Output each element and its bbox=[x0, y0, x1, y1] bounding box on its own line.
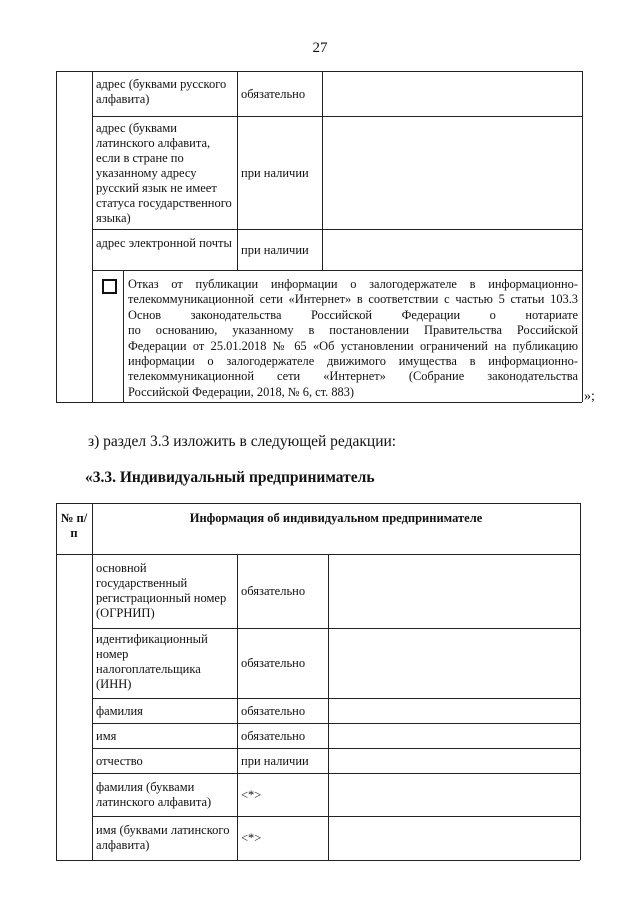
table-cell-label: фамилия bbox=[96, 703, 143, 718]
page-number: 27 bbox=[312, 40, 328, 56]
closing-quote: »; bbox=[584, 389, 595, 404]
refusal-line: Федерации от 25.01.2018 № 65 «Об установлении ограничений на публикацию bbox=[128, 338, 578, 353]
refusal-notice bbox=[128, 277, 578, 400]
refusal-line: Отказ от публикации информации о залогодержателе в информационно- bbox=[128, 277, 578, 291]
refusal-line: информации о залогодержателе движимого имущества в информационно- bbox=[128, 354, 578, 369]
table-cell-requirement: обязательно bbox=[241, 703, 306, 718]
table-cell-requirement: при наличии bbox=[241, 242, 309, 257]
refusal-checkbox[interactable] bbox=[102, 279, 117, 294]
table-cell-label: идентификационный номер налогоплательщика (ИНН) bbox=[96, 632, 208, 691]
table-cell-label: фамилия (буквами латинского алфавита) bbox=[96, 780, 212, 809]
column-header-number: № п/п bbox=[60, 511, 88, 540]
table-cell-requirement: <*> bbox=[241, 787, 262, 802]
refusal-line: Основ законодательства Российской Федерации о нотариате bbox=[128, 307, 578, 322]
table-cell-label: адрес (буквами латинского алфавита, если в стране по указанному адресу русский язык не имеет статуса государственного языка) bbox=[96, 121, 232, 225]
table-cell-requirement: <*> bbox=[241, 831, 262, 845]
refusal-line: телекоммуникационной сети «Интернет» в соответствии с частью 5 статьи 103.3 bbox=[128, 292, 578, 307]
table-cell-label: адрес электронной почты bbox=[96, 236, 232, 250]
amendment-paragraph: з) раздел 3.3 изложить в следующей редакции: bbox=[88, 433, 397, 450]
refusal-line: телекоммуникационной сети «Интернет» (Собрание законодательства bbox=[128, 369, 578, 384]
column-header-info: Информация об индивидуальном предпринимателе bbox=[189, 511, 483, 525]
table-cell-requirement: обязательно bbox=[241, 86, 306, 101]
table-cell-label: основной государственный регистрационный номер (ОГРНИП) bbox=[96, 561, 227, 620]
table-cell-label: отчество bbox=[96, 753, 143, 768]
section-heading: «3.3. Индивидуальный предприниматель bbox=[85, 469, 375, 486]
table-cell-label: имя (буквами латинского алфавита) bbox=[96, 823, 230, 852]
refusal-line: Российской Федерации, 2018, № 6, ст. 883) bbox=[128, 384, 355, 399]
table-cell-label: имя bbox=[96, 728, 117, 743]
table-cell-requirement: при наличии bbox=[241, 165, 309, 180]
table-cell-requirement: при наличии bbox=[241, 753, 309, 768]
table-cell-requirement: обязательно bbox=[241, 728, 306, 743]
table-cell-label: адрес (буквами русского алфавита) bbox=[96, 77, 227, 106]
refusal-line: по основанию, указанному в постановлении Правительства Российской bbox=[128, 323, 578, 338]
table-cell-requirement: обязательно bbox=[241, 584, 306, 598]
table-cell-requirement: обязательно bbox=[241, 656, 306, 670]
